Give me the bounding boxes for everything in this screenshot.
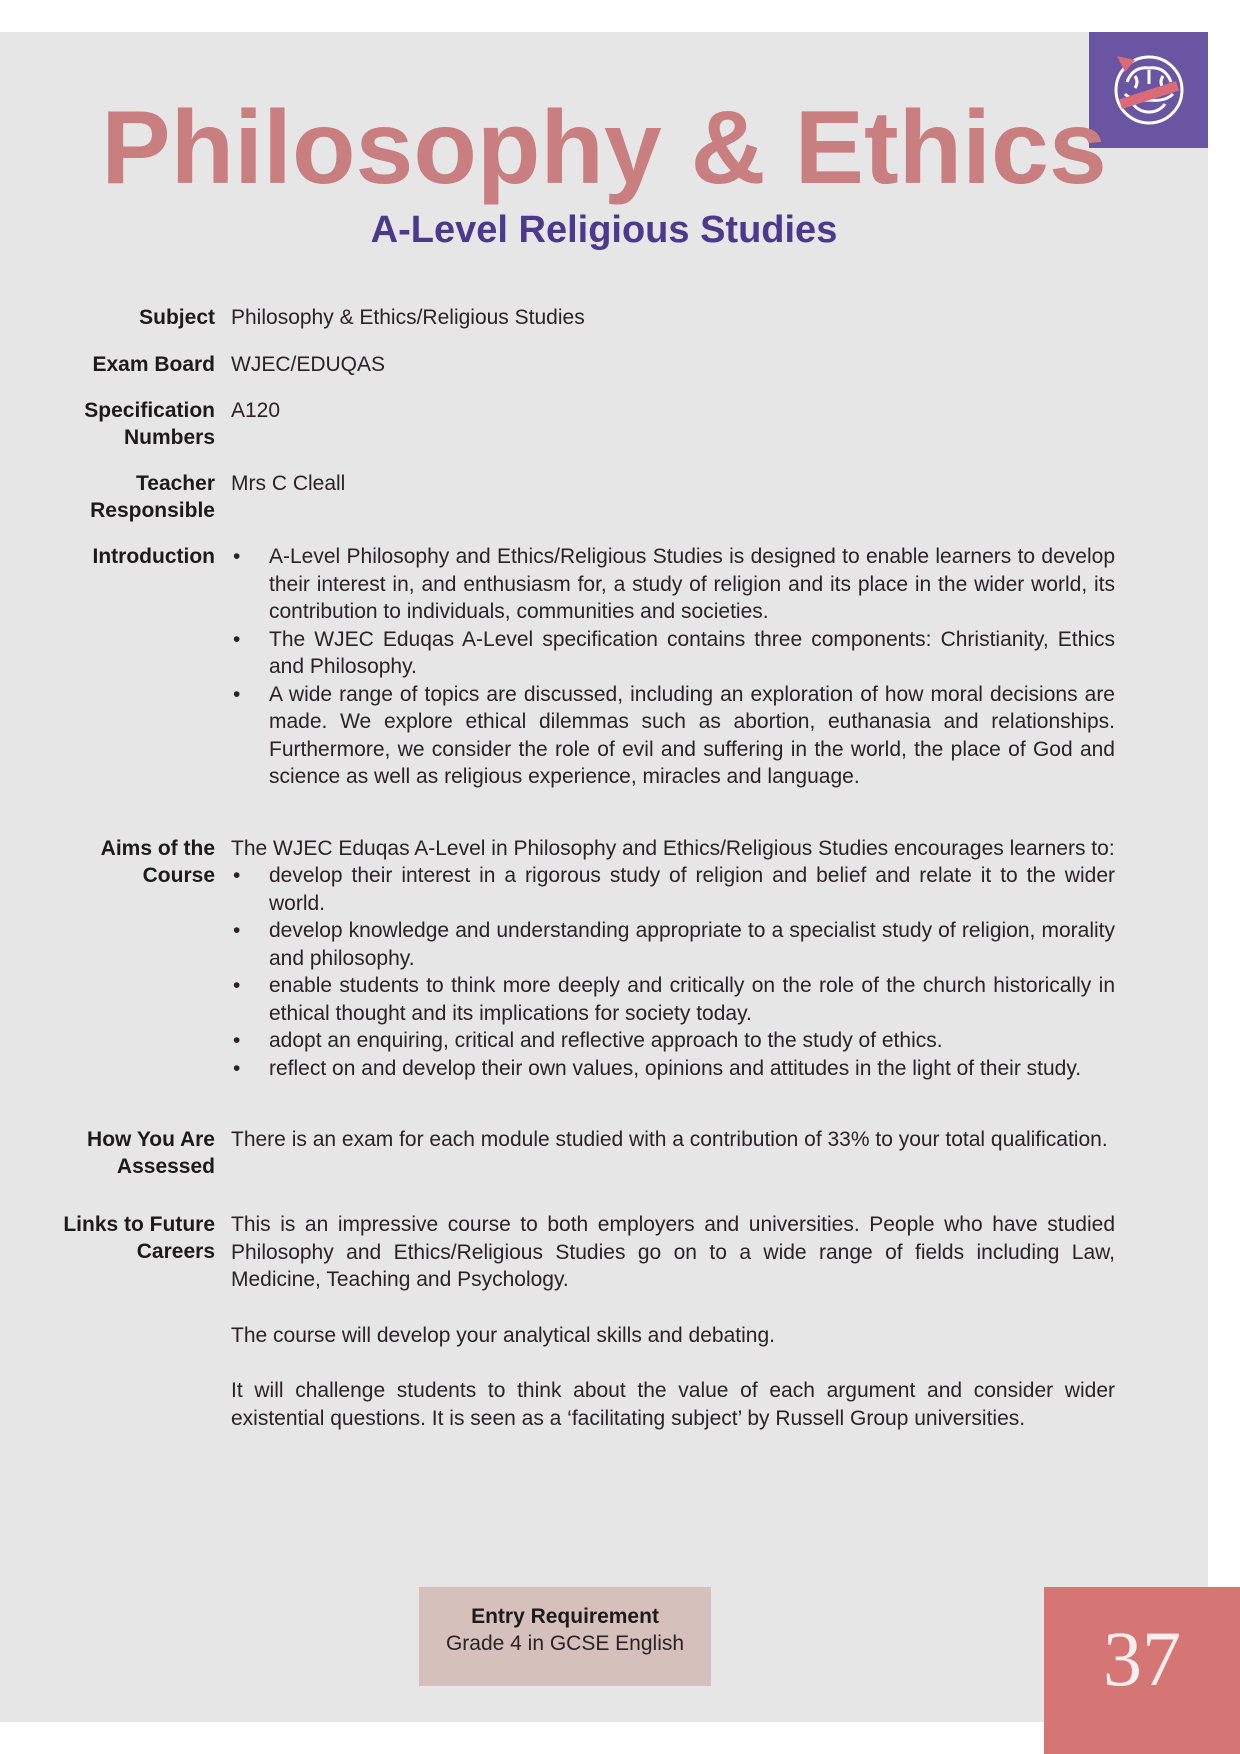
subject-value: Philosophy & Ethics/Religious Studies	[231, 306, 585, 329]
careers-value	[231, 1211, 1115, 1432]
introduction-list	[231, 543, 1115, 791]
row-exam-board	[0, 351, 1208, 379]
exam-board-value: WJEC/EDUQAS	[231, 352, 386, 376]
specification-label-line2: Numbers	[123, 426, 215, 449]
careers-paragraph: The course will develop your analytical skills and debating.	[231, 1323, 775, 1347]
list-item: • develop knowledge and understanding appropriate to a specialist study of religion, morality and philosophy.	[231, 917, 1115, 972]
careers-label-line2: Careers	[136, 1240, 215, 1263]
exam-board-label: Exam Board	[92, 352, 215, 376]
course-details	[0, 304, 1208, 1451]
list-item: • A-Level Philosophy and Ethics/Religious Studies is designed to enable learners to develop their interest in, and enthusiasm for, a study of religion and its place in the wider world, its contribution to individuals, communities and societies.	[231, 543, 1115, 626]
aims-label	[0, 835, 231, 889]
row-specification	[0, 397, 1208, 451]
list-item: • enable students to think more deeply and critically on the role of the church historically in ethical thought and its implications for society today.	[231, 972, 1115, 1027]
assessed-label-line2: Assessed	[116, 1155, 215, 1178]
aims-list	[231, 862, 1115, 1082]
row-subject	[0, 304, 1208, 332]
aims-value	[231, 835, 1115, 1083]
careers-paragraph: It will challenge students to think about the value of each argument and consider wider existential questions. It is seen as a ‘facilitating subject’ by Russell Group universities.	[231, 1379, 1115, 1430]
careers-label-line1: Links to Future	[63, 1213, 215, 1236]
entry-requirement-heading: Entry Requirement	[471, 1605, 659, 1628]
assessed-label-line1: How You Are	[87, 1128, 215, 1151]
aims-label-line2: Course	[142, 863, 215, 887]
entry-requirement-box	[419, 1587, 711, 1686]
aims-label-line1: Aims of the	[100, 836, 215, 860]
aims-intro: The WJEC Eduqas A-Level in Philosophy and Ethics/Religious Studies encourages learners to:	[231, 836, 1115, 860]
row-teacher	[0, 470, 1208, 524]
assessed-label	[0, 1126, 231, 1180]
careers-label	[0, 1211, 231, 1265]
list-item: • The WJEC Eduqas A-Level specification contains three components: Christianity, Ethics and Philosophy.	[231, 626, 1115, 681]
teacher-label-line2: Responsible	[90, 499, 215, 522]
list-item: • adopt an enquiring, critical and reflective approach to the study of ethics.	[231, 1027, 1115, 1055]
specification-label	[0, 397, 231, 451]
row-introduction	[0, 543, 1208, 791]
entry-requirement-value: Grade 4 in GCSE English	[445, 1632, 685, 1655]
teacher-label	[0, 470, 231, 524]
row-careers	[0, 1211, 1208, 1432]
row-assessed	[0, 1126, 1208, 1180]
page-subtitle: A-Level Religious Studies	[370, 209, 838, 251]
specification-label-line1: Specification	[84, 399, 215, 422]
specification-value: A120	[231, 399, 281, 422]
list-item: • reflect on and develop their own values, opinions and attitudes in the light of their study.	[231, 1055, 1115, 1083]
assessed-value: There is an exam for each module studied with a contribution of 33% to your total qualification.	[231, 1128, 1108, 1151]
page-number: 37	[1103, 1615, 1181, 1702]
introduction-value	[231, 543, 1115, 791]
subject-label: Subject	[139, 306, 215, 329]
row-aims	[0, 835, 1208, 1083]
introduction-label: Introduction	[92, 545, 215, 568]
page-title: Philosophy & Ethics	[101, 90, 1107, 206]
teacher-value: Mrs C Cleall	[231, 472, 346, 495]
list-item: • A wide range of topics are discussed, including an exploration of how moral decisions are made. We explore ethical dilemmas such as abortion, euthanasia and relationships. Furthermore, we consider the role of evil and suffering in the world, the place of God and science as well as religious experience, miracles and language.	[231, 681, 1115, 791]
list-item: • develop their interest in a rigorous study of religion and belief and relate it to the wider world.	[231, 862, 1115, 917]
page-number-box	[1044, 1587, 1240, 1754]
careers-paragraph: This is an impressive course to both employers and universities. People who have studied Philosophy and Ethics/Religious Studies go on to a wide range of fields including Law, Medicine, Teaching and Psychology.	[231, 1213, 1115, 1291]
teacher-label-line1: Teacher	[136, 472, 215, 495]
